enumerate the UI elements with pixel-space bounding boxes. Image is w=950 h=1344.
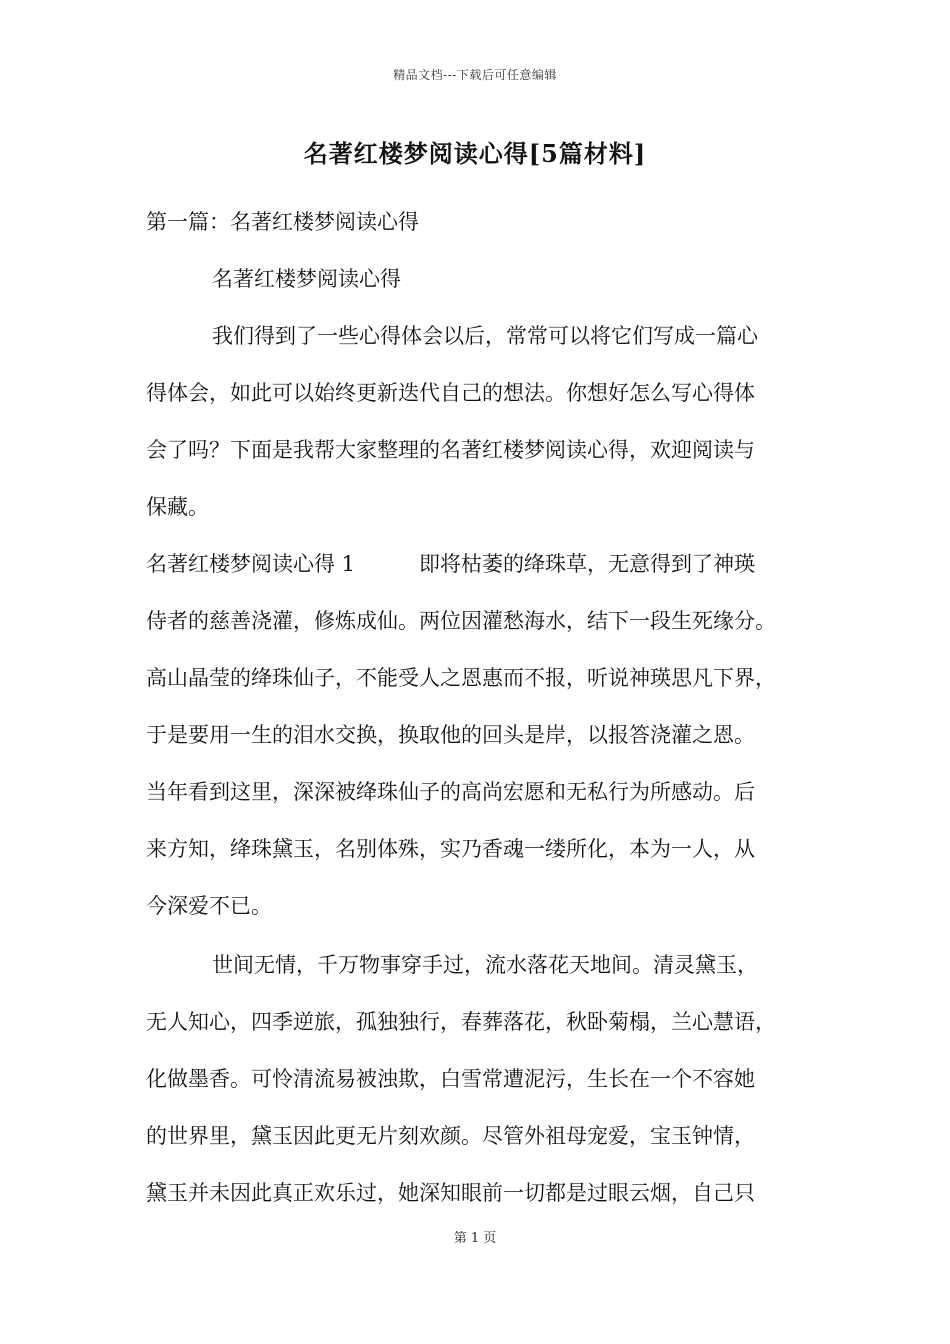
paragraph-line: 于是要用一生的泪水交换，换取他的回头是岸，以报答浇灌之恩。: [146, 723, 755, 747]
paragraph-line: 黛玉并未因此真正欢乐过，她深知眼前一切都是过眼云烟，自己只: [146, 1181, 755, 1205]
paragraph-line: 世间无情，千万物事穿手过，流水落花天地间。清灵黛玉，: [212, 953, 758, 977]
paragraph-line: 高山晶莹的绛珠仙子，不能受人之恩惠而不报，听说神瑛思凡下界，: [146, 666, 776, 690]
paragraph-line: 来方知，绛珠黛玉，名别体殊，实乃香魂一缕所化，本为一人，从: [146, 837, 755, 861]
paragraph-line: 今深爱不已。: [146, 894, 272, 918]
sub-heading: 名著红楼梦阅读心得: [212, 267, 401, 291]
paragraph-line: 当年看到这里，深深被绛珠仙子的高尚宏愿和无私行为所感动。后: [146, 780, 755, 804]
essay-label: 名著红楼梦阅读心得 1: [146, 552, 356, 576]
paragraph-line: 的世界里，黛玉因此更无片刻欢颜。尽管外祖母宠爱，宝玉钟情，: [146, 1124, 755, 1148]
document-title: 名著红楼梦阅读心得[5篇材料]: [303, 139, 647, 168]
intro-line: 我们得到了一些心得体会以后，常常可以将它们写成一篇心: [212, 324, 758, 348]
intro-line: 会了吗？下面是我帮大家整理的名著红楼梦阅读心得，欢迎阅读与: [146, 438, 755, 462]
intro-line: 得体会，如此可以始终更新迭代自己的想法。你想好怎么写心得体: [146, 381, 755, 405]
paragraph-line: 化做墨香。可怜清流易被浊欺，白雪常遭泥污，生长在一个不容她: [146, 1067, 755, 1091]
paragraph-line: 侍者的慈善浇灌，修炼成仙。两位因灌愁海水，结下一段生死缘分。: [146, 609, 776, 633]
paragraph-text: 即将枯萎的绛珠草，无意得到了神瑛: [419, 552, 756, 576]
section-heading: 第一篇：名著红楼梦阅读心得: [146, 210, 419, 234]
paragraph-line: 无人知心，四季逆旅，孤独独行，春葬落花，秋卧菊榻，兰心慧语，: [146, 1010, 776, 1034]
essay-first-line: [146, 549, 755, 579]
page-number: 第 1 页: [453, 1231, 497, 1246]
intro-line: 保藏。: [146, 495, 209, 519]
header-note: 精品文档---下载后可任意编辑: [393, 68, 557, 82]
